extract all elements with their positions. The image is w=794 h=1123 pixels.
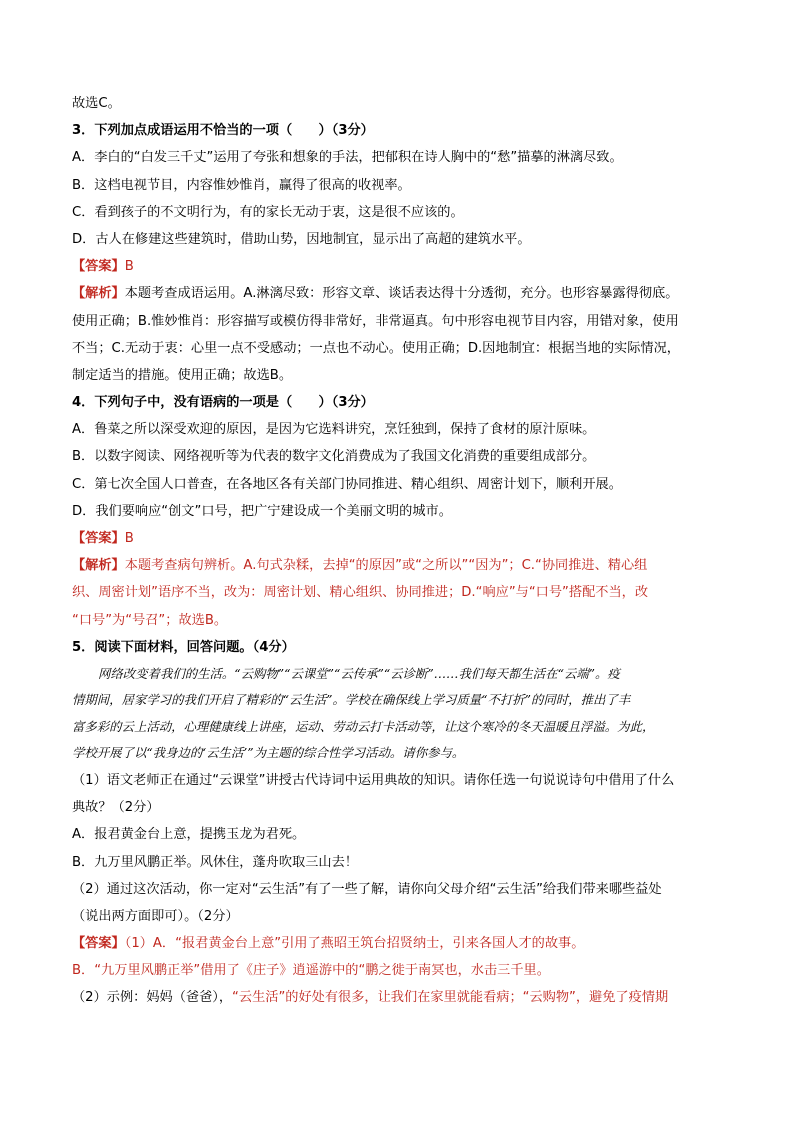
text-span: 【解析】 bbox=[72, 286, 125, 302]
text-span: C．看到孩子的不文明行为，有的家长无动于衷，这是很不应该的。 bbox=[72, 204, 464, 220]
text-span: 3．下列加点成语运用不恰当的一项（ ）（3分） bbox=[72, 123, 374, 139]
text-line bbox=[72, 253, 726, 280]
text-line bbox=[72, 362, 726, 389]
text-line bbox=[72, 552, 726, 579]
text-span: 【解析】 bbox=[72, 558, 125, 574]
text-span: 【答案】 bbox=[72, 259, 125, 275]
text-line bbox=[72, 226, 726, 253]
text-span: D．古人在修建这些建筑时，借助山势，因地制宜，显示出了高超的建筑水平。 bbox=[72, 231, 531, 247]
text-line bbox=[72, 280, 726, 307]
text-line bbox=[72, 661, 726, 688]
text-span: 【答案】 bbox=[72, 936, 125, 952]
text-span: 不当；C.无动于衷：心里一点不受感动；一点也不动心。使用正确；D.因地制宜：根据当地的实际情况， bbox=[72, 340, 680, 356]
text-span: 情期间，居家学习的我们开启了精彩的“云生活”。学校在确保线上学习质量“不打折”的同时，推出了丰 bbox=[72, 692, 631, 708]
text-span: （1）A．“报君黄金台上意”引用了燕昭王筑台招贤纳士，引来各国人才的故事。 bbox=[124, 936, 585, 952]
text-span: “口号”为“号召”；故选B。 bbox=[72, 612, 228, 628]
text-span: A．李白的“白发三千丈”运用了夸张和想象的手法，把郁积在诗人胸中的“愁”描摹的淋漓尽致。 bbox=[72, 150, 623, 166]
text-span: （2）示例：妈妈（爸爸）， bbox=[72, 990, 233, 1006]
text-span: 4．下列句子中，没有语病的一项是（ ）（3分） bbox=[72, 395, 374, 411]
text-line bbox=[72, 714, 726, 741]
text-span: B．“九万里风鹏正举”借用了《庄子》逍遥游中的“鹏之徙于南冥也，水击三千里。 bbox=[72, 963, 550, 979]
text-span: A．鲁菜之所以深受欢迎的原因，是因为它选料讲究，烹饪独到，保持了食材的原汁原味。 bbox=[72, 422, 596, 438]
text-line bbox=[72, 117, 726, 144]
text-span: A．报君黄金台上意，提携玉龙为君死。 bbox=[72, 827, 306, 843]
text-line bbox=[72, 416, 726, 443]
text-span: B．以数字阅读、网络视听等为代表的数字文化消费成为了我国文化消费的重要组成部分。 bbox=[72, 449, 596, 465]
text-line bbox=[72, 308, 726, 335]
text-line bbox=[72, 740, 726, 767]
text-line bbox=[72, 90, 726, 117]
text-line bbox=[72, 821, 726, 848]
text-line bbox=[72, 144, 726, 171]
text-span: 织、周密计划”语序不当，改为：周密计划、精心组织、协同推进；D.“响应”与“口号”搭配不当，改 bbox=[72, 585, 649, 601]
text-line bbox=[72, 498, 726, 525]
text-span: “云生活”的好处有很多，让我们在家里就能看病；“云购物”，避免了疫情期 bbox=[232, 990, 669, 1006]
text-span: 5．阅读下面材料，回答问题。（4分） bbox=[72, 639, 295, 655]
text-line bbox=[72, 794, 726, 821]
text-span: （2）通过这次活动，你一定对“云生活”有了一些了解，请你向父母介绍“云生活”给我们带来哪些益处 bbox=[72, 881, 662, 897]
text-span: 本题考查病句辨析。A.句式杂糅，去掉“的原因”或“之所以”“因为”；C.“协同推进、精心组 bbox=[124, 558, 648, 574]
text-line bbox=[72, 389, 726, 416]
document-page bbox=[72, 90, 726, 1012]
text-span: 制定适当的措施。使用正确；故选B。 bbox=[72, 367, 293, 383]
text-line bbox=[72, 579, 726, 606]
text-line bbox=[72, 767, 726, 794]
text-line bbox=[72, 849, 726, 876]
text-line bbox=[72, 443, 726, 470]
text-span: B bbox=[124, 531, 134, 546]
text-span: （说出两方面即可）。（2分） bbox=[72, 908, 239, 924]
text-line bbox=[72, 930, 726, 957]
text-line bbox=[72, 607, 726, 634]
text-span: 富多彩的云上活动，心理健康线上讲座，运动、劳动云打卡活动等，让这个寒冷的冬天温暖且浮溢。为此， bbox=[72, 718, 655, 734]
text-span: B．九万里风鹏正举。风休住，蓬舟吹取三山去！ bbox=[72, 854, 358, 870]
text-span: D．我们要响应“创文”口号，把广宁建设成一个美丽文明的城市。 bbox=[72, 503, 452, 519]
text-line bbox=[72, 984, 726, 1011]
text-line bbox=[72, 471, 726, 498]
text-span: 【答案】 bbox=[72, 531, 125, 546]
text-span: 典故？（2分） bbox=[72, 800, 160, 816]
text-span: 网络改变着我们的生活。“云购物”“云课堂”“云传承”“云诊断”……我们每天都生活在“云端”。疫 bbox=[98, 665, 620, 681]
text-span: 使用正确；B.惟妙惟肖：形容描写或模仿得非常好，非常逼真。句中形容电视节目内容，用错对象，使用 bbox=[72, 313, 679, 329]
text-line bbox=[72, 876, 726, 903]
text-line bbox=[72, 172, 726, 199]
text-line bbox=[72, 199, 726, 226]
text-span: C．第七次全国人口普查，在各地区各有关部门协同推进、精心组织、周密计划下，顺利开展。 bbox=[72, 476, 622, 492]
text-line bbox=[72, 687, 726, 714]
text-line bbox=[72, 634, 726, 661]
text-span: 故选C。 bbox=[72, 96, 121, 111]
text-span: （1）语文老师正在通过“云课堂”讲授古代诗词中运用典故的知识。请你任选一句说说诗句中借用了什么 bbox=[72, 772, 675, 788]
text-span: B bbox=[124, 259, 134, 275]
text-span: 学校开展了以“我身边的‘云生活’”为主题的综合性学习活动。请你参与。 bbox=[72, 745, 465, 761]
text-span: B．这档电视节目，内容惟妙惟肖，赢得了很高的收视率。 bbox=[72, 177, 411, 193]
text-line bbox=[72, 525, 726, 552]
text-line bbox=[72, 957, 726, 984]
text-span: 本题考查成语运用。A.淋漓尽致：形容文章、谈话表达得十分透彻，充分。也形容暴露得彻底。 bbox=[124, 286, 679, 302]
text-line bbox=[72, 903, 726, 930]
text-line bbox=[72, 335, 726, 362]
